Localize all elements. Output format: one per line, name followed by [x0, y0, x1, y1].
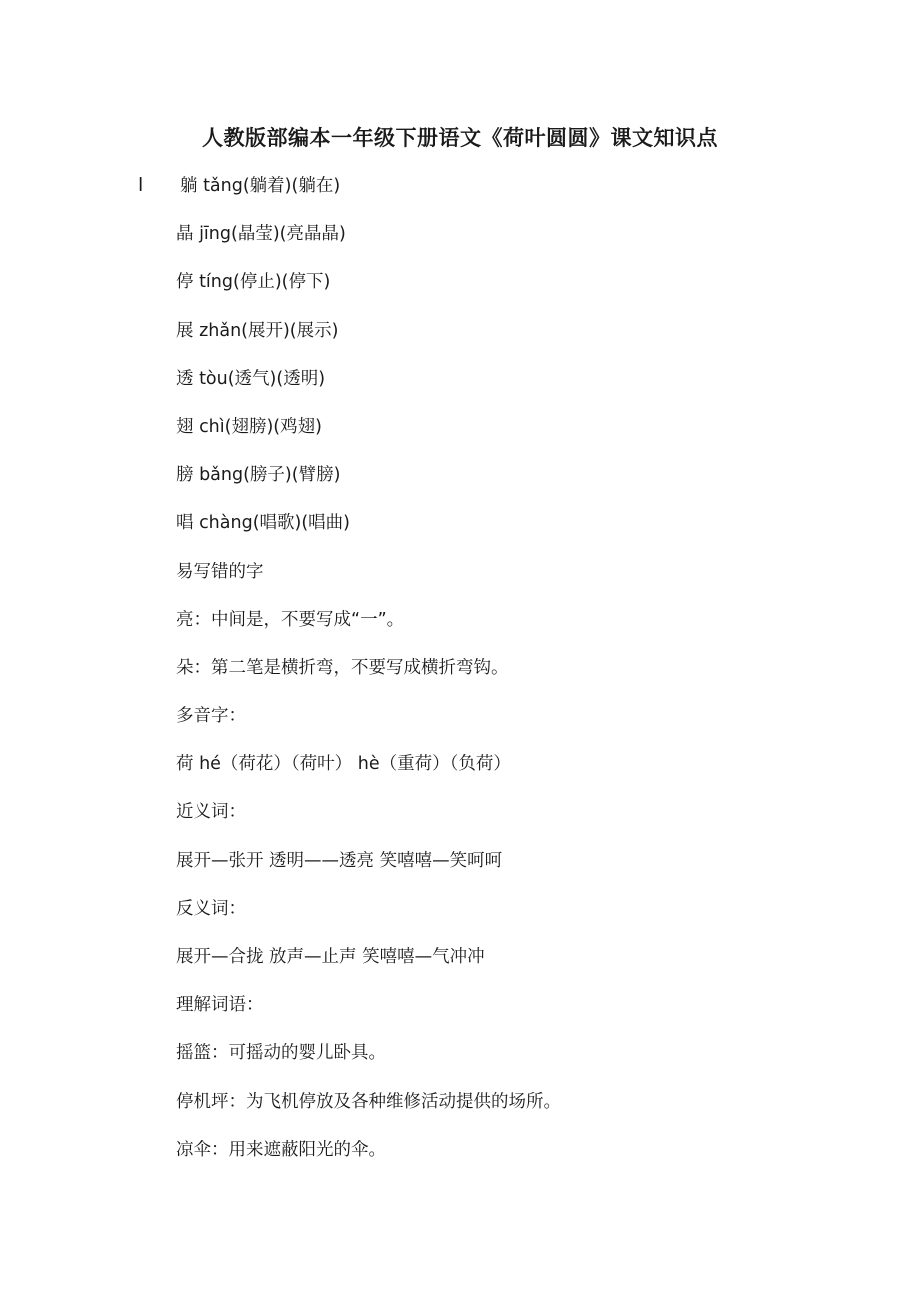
text-line: 展开—合拢 放声—止声 笑嘻嘻—气冲冲	[176, 947, 485, 967]
document-title: 人教版部编本一年级下册语文《荷叶圆圆》课文知识点	[202, 126, 718, 150]
text-line: 躺 tǎng(躺着)(躺在)	[180, 176, 341, 196]
section-heading: 易写错的字	[176, 561, 264, 582]
text-line: 凉伞：用来遮蔽阳光的伞。	[176, 1139, 386, 1160]
text-line: 朵：第二笔是横折弯，不要写成横折弯钩。	[176, 657, 509, 678]
text-line: 亮：中间是，不要写成“一”。	[176, 609, 405, 630]
text-line: 展开—张开 透明——透亮 笑嘻嘻—笑呵呵	[176, 850, 503, 871]
section-heading: 多音字：	[176, 706, 246, 727]
text-line: 翅 chì(翅膀)(鸡翅)	[176, 416, 322, 437]
text-line: 荷 hé（荷花）（荷叶） hè（重荷）（负荷）	[176, 754, 511, 775]
text-line: 膀 bǎng(膀子)(臂膀)	[176, 465, 341, 486]
text-line: 停机坪：为飞机停放及各种维修活动提供的场所。	[176, 1091, 561, 1112]
text-line: 晶 jīng(晶莹)(亮晶晶)	[176, 224, 346, 245]
content-lines	[176, 174, 876, 1186]
text-line: 停 tíng(停止)(停下)	[176, 272, 331, 293]
section-heading: 理解词语：	[176, 995, 264, 1016]
section-heading: 近义词：	[176, 802, 246, 823]
text-line: 唱 chàng(唱歌)(唱曲)	[176, 513, 351, 534]
list-marker: l	[138, 174, 144, 196]
text-line: 展 zhǎn(展开)(展示)	[176, 320, 339, 341]
text-line: 摇篮：可摇动的婴儿卧具。	[176, 1043, 386, 1064]
text-line: 透 tòu(透气)(透明)	[176, 368, 326, 389]
section-heading: 反义词：	[176, 898, 246, 919]
